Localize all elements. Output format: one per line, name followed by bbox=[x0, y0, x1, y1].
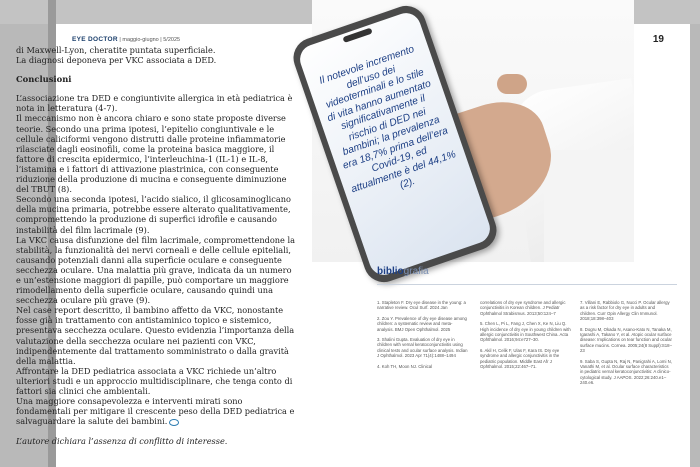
reference-item: correlations of dry eye syndrome and allergic conjunctivitis in Korean children. J Pediatr Ophthalmol Strabismus. 2013;50:124–7 bbox=[480, 300, 566, 316]
intro-line-2: La diagnosi deponeva per VKC associata a DED. bbox=[16, 55, 217, 66]
intro-line-1: di Maxwell-Lyon, cheratite puntata superficiale. bbox=[16, 45, 216, 55]
section-heading: Conclusioni bbox=[16, 74, 72, 85]
bibliography-title bbox=[377, 266, 429, 277]
paragraph-2: Il meccanismo non è ancora chiaro e sono state proposte diverse teorie. Secondo una prima ipotesi, l’epitelio congiuntivale e le cellule caliciformi vengono distrutti dalle proteine infiammatorie rilasciate dagli eosinofili, come la proteina basica maggiore, il fattore di crescita epidermico, l’interleuchina-1 (IL-1) e IL-8, l’istamina e i fattori di attivazione piastrinica, con conseguente riduzione della produzione di mucina e conseguente diminuzione del TBUT (8). bbox=[16, 113, 287, 195]
eye-logo-icon bbox=[169, 419, 179, 426]
paragraph-7-wrap bbox=[16, 396, 298, 426]
paragraph-3: Secondo una seconda ipotesi, l’acido sialico, il glicosaminoglicano della mucina primaria, potrebbe essere alterato qualitativamente, compromettendo la produzione di superfici idrofile e causando instabilità del film lacrimale (9). bbox=[16, 194, 291, 235]
finger-shape bbox=[497, 74, 527, 94]
reference-item: 3. Shalini Gupta. Evaluation of dry eye in children with vernal keratoconjunctivitis using clinical tests and ocular surface analysis. Indian J Ophthalmol. 2023 Apr 71(4):1488–1494 bbox=[377, 337, 468, 359]
paragraph-6: Affrontare la DED pediatrica associata a VKC richiede un’altro ulteriori studi e un approccio multidisciplinare, che tenga conto di fattori sia clinici che ambientali. bbox=[16, 365, 293, 396]
reference-item: 4. Koh TH, Moon NJ. Clinical bbox=[377, 363, 433, 369]
sleeve-cuff bbox=[544, 150, 634, 262]
conflict-note: L’autore dichiara l’assenza di conflitto di interesse. bbox=[16, 436, 228, 447]
reference-item: 2. Zou Y. Prevalence of dry eye disease among children: a systematic review and meta-analysis. BMJ Open Ophthalmol. 2025 bbox=[377, 315, 467, 332]
header-sep-1: | bbox=[119, 37, 121, 43]
reference-item: 1. Stapleton F. Dry eye disease in the young: a narrative review. Ocul Surf. 2024 Jan bbox=[377, 300, 466, 311]
paragraph-7: Una maggiore consapevolezza e interventi mirati sono fondamentali per mitigare il crescente peso della DED pediatrica e salvaguardare la salute dei bambini. bbox=[16, 396, 295, 427]
pull-quote: Il notevole incremento dell’uso dei videoterminali e lo stile di vita hanno aumentato significativamente il rischio di DED nei bambini; la prevalenza era 18,7% prima dell’era Covid-19, ed attualmente è del 44,1% (2). bbox=[317, 43, 458, 195]
article-text-column bbox=[16, 45, 298, 446]
bibliography-title-bold: biblio bbox=[377, 266, 404, 277]
running-header bbox=[72, 36, 180, 43]
references-column-3 bbox=[580, 300, 672, 391]
reference-item: 5. Chen L, Pi L, Fang J, Chen X, Ke N, Liu Q. High incidence of dry eye in young children with allergic conjunctivitis in Southwest China. Acta Ophthalmol. 2016;94:e727–30. bbox=[480, 321, 571, 343]
magazine-brand: EYE DOCTOR bbox=[72, 36, 118, 43]
reference-item: 9. Saba S, Gupta N, Raj N, Panigrahi A, Lomi N, Vanathi M, et al. Ocular surface characteristics in pediatric vernal keratoconjunctivitis: A clinico-cytological study. J AAPOS. 2022;26:240.e1–240.e6. bbox=[580, 358, 672, 386]
header-sep-2: | bbox=[160, 37, 162, 43]
header-year: 5/2025 bbox=[163, 37, 181, 43]
header-issue: maggio-giugno bbox=[122, 37, 159, 43]
phone-notch bbox=[342, 28, 372, 43]
paragraph-4: La VKC causa disfunzione del film lacrimale, compromettendone la stabilità, la funzionalità dei nervi corneali e delle cellule epiteliali, causando potenziali danni alla superficie oculare e conseguente secchezza oculare. Una malattia più grave, indicata da un numero e un’estensione maggiori di papille, può comportare un maggiore rimodellamento della superficie oculare, causando quindi una secchezza oculare più grave (9). bbox=[16, 234, 295, 306]
reference-item: 8. Dogru M, Okada N, Asano-Kato N, Tanaka M, Igarashi A, Takano Y, et al. Atopic ocular surface disease: Implications on tear function and ocular surface mucins. Cornea. 2005;24(8 Suppl):S18–23 bbox=[580, 326, 672, 354]
references-column-2 bbox=[480, 300, 572, 374]
paragraph-5: Nel case report descritto, il bambino affetto da VKC, nonostante fosse già in trattamento con antistaminico topico e sistemico, presentava secchezza oculare. Questo evidenzia l’importanza della valutazione della secchezza oculare nei pazienti con VKC, indipendentemente dal trattamento somministrato o dalla gravità della malattia. bbox=[16, 305, 295, 366]
paragraph-1: L’associazione tra DED e congiuntivite allergica in età pediatrica è nota in letteratura (4-7). bbox=[16, 93, 293, 114]
bibliography-title-light: grafia bbox=[403, 266, 429, 277]
reference-item: 6. Akil H, Celik F, Ulas F, Kara IS. Dry eye syndrome and allergic conjunctivitis in the pediatric population. Middle East Afr J Ophthalmol. 2015;22:467–71. bbox=[480, 347, 560, 370]
reference-item: 7. Villani E, Rabbiolo G, Nucci P. Ocular allergy as a risk factor for dry eye in adults and children. Curr Opin Allergy Clin Immunol. 2018;18:398–403 bbox=[580, 300, 670, 322]
references-column-1 bbox=[377, 300, 469, 374]
bibliography-divider bbox=[377, 284, 677, 285]
page-number: 19 bbox=[652, 34, 664, 45]
